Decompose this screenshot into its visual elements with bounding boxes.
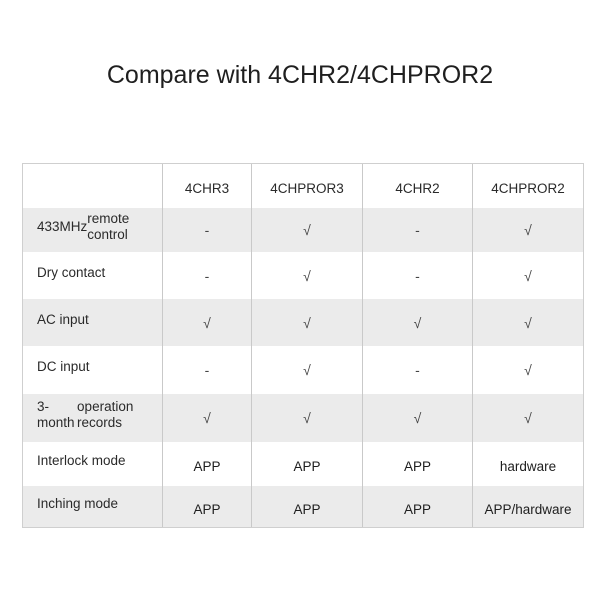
header-cell-4chpror2: 4CHPROR2 [491, 181, 565, 196]
header-cell-4chr2: 4CHR2 [363, 164, 473, 208]
value-cell: √ [363, 299, 473, 346]
page-title: Compare with 4CHR2/4CHPROR2 [106, 61, 494, 89]
value-cell: - [163, 208, 252, 252]
value-cell: √ [524, 410, 532, 426]
value-cell: APP [363, 442, 473, 486]
table-row-operation-records [23, 394, 583, 442]
value-cell: √ [363, 394, 473, 442]
feature-label-line: remote control [87, 211, 130, 242]
feature-label: Inching mode [23, 486, 163, 527]
value-cell: √ [252, 394, 363, 442]
value-cell: - [163, 252, 252, 299]
feature-label: DC input [23, 346, 163, 394]
value-cell: √ [252, 208, 363, 252]
value-cell: APP [163, 486, 252, 527]
value-cell: - [363, 208, 473, 252]
value-cell: √ [524, 267, 532, 284]
feature-label: Interlock mode [23, 442, 163, 486]
feature-label: AC input [23, 299, 163, 346]
value-cell: APP [163, 442, 252, 486]
value-cell: √ [252, 346, 363, 394]
value-cell: √ [252, 299, 363, 346]
table-row-dc-input [23, 346, 583, 394]
feature-label-line: 433MHz [37, 219, 88, 234]
table-row-ac-input [23, 299, 583, 346]
value-cell: hardware [499, 459, 557, 474]
feature-label-line: operation records [77, 399, 134, 430]
feature-label [23, 394, 163, 442]
value-cell: √ [163, 299, 252, 346]
table-header-row [23, 164, 583, 208]
value-cell: - [363, 252, 473, 299]
table-row-dry-contact [23, 252, 583, 299]
value-cell: √ [524, 314, 532, 331]
feature-label [23, 208, 163, 252]
value-cell: √ [524, 362, 532, 378]
header-cell-4chpror3: 4CHPROR3 [252, 164, 363, 208]
value-cell: APP/hardware [484, 501, 572, 517]
value-cell: - [163, 346, 252, 394]
comparison-table [22, 163, 584, 528]
table-row-inching-mode [23, 486, 583, 527]
header-cell-4chr3: 4CHR3 [163, 164, 252, 208]
value-cell: APP [252, 442, 363, 486]
value-cell: √ [163, 394, 252, 442]
value-cell: APP [252, 486, 363, 527]
table-row-433mhz [23, 208, 583, 252]
value-cell: √ [524, 222, 532, 238]
header-cell-feature [23, 164, 163, 208]
value-cell: - [363, 346, 473, 394]
value-cell: √ [252, 252, 363, 299]
feature-label: Dry contact [23, 252, 163, 299]
table-row-interlock-mode [23, 442, 583, 486]
feature-label-line: 3-month [37, 399, 75, 430]
value-cell: APP [363, 486, 473, 527]
